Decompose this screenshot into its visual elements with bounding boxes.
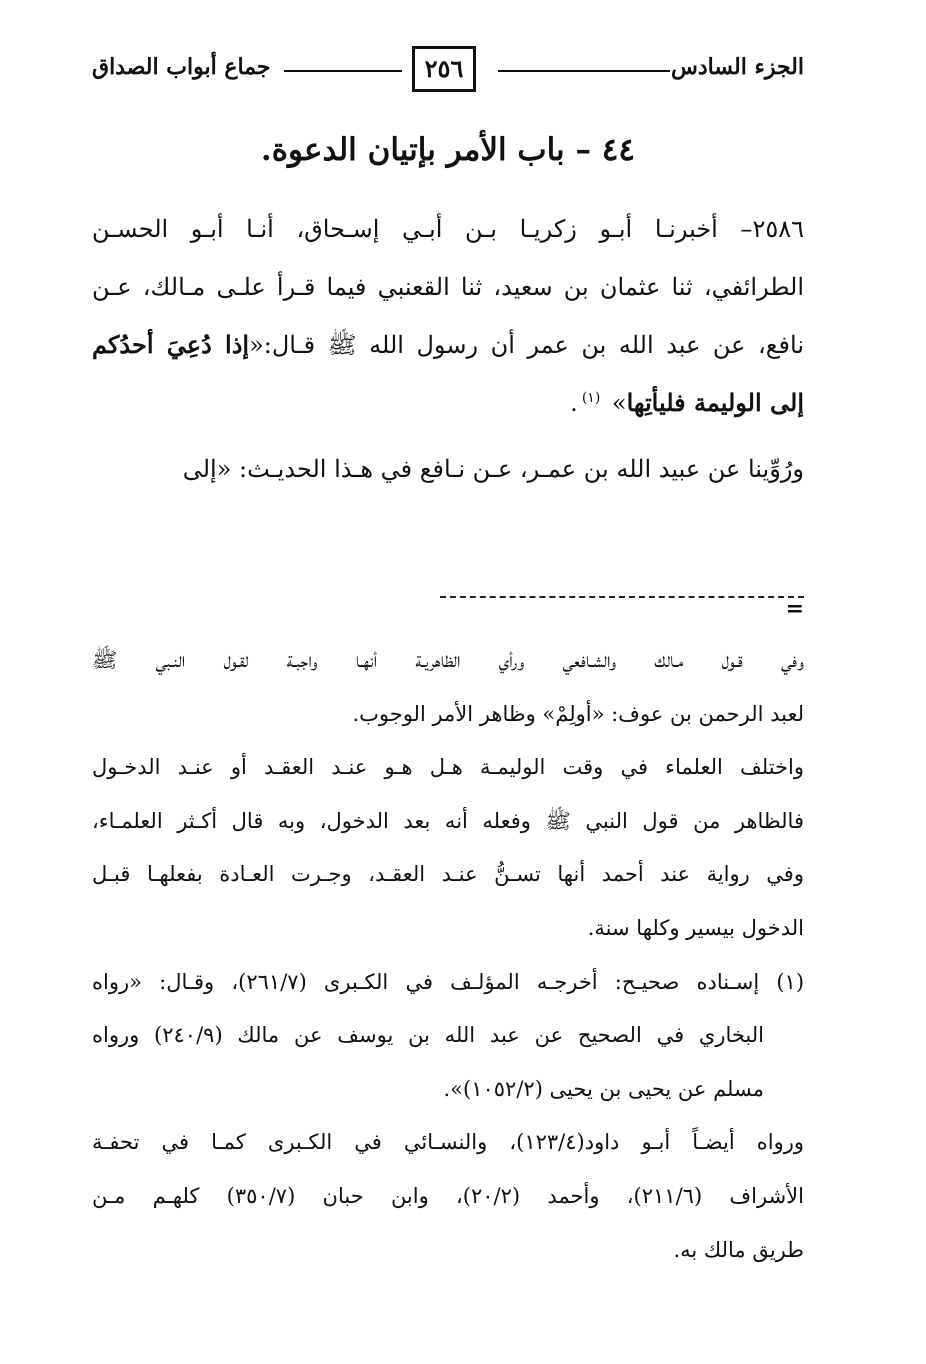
- text-line: [92, 316, 804, 374]
- page-number: ٢٥٦: [412, 46, 476, 92]
- footnote-line: فالظاهر من قول النبي ﷺ وفعله أنه بعد الدخول، وبه قال أكـثر العلمـاء،: [92, 808, 804, 833]
- footnote-line: ورواه أيضـاً أبـو داود(١٢٣/٤)، والنسـائي في الكـبرى كمـا في تحفـة: [92, 1130, 805, 1155]
- footnote-line: مسلم عن يحيى بن يحيى (١٠٥٢/٢)».: [443, 1076, 764, 1101]
- footnote-line: واختلف العلماء في وقت الوليمـة هـل هـو عنـد العقـد أو عنـد الدخـول: [92, 755, 804, 780]
- section-label: جماع أبواب الصداق: [92, 54, 271, 80]
- text-line: [92, 374, 804, 432]
- closing-quote: »: [604, 389, 627, 417]
- footnote-line: الأشراف (٢١١/٦)، وأحمد (٢٠/٢)، وابن حبان (٣٥٠/٧) كلهـم مـن: [92, 1183, 804, 1208]
- text-line: الطرائفي، ثنا عثمان بن سعيد، ثنا القعنبي فيما قـرأ علـى مـالك، عـن: [92, 273, 804, 301]
- hadith-text: إذا دُعِيَ أحدُكم: [92, 330, 250, 359]
- footnote-separator: [440, 596, 804, 598]
- text-line: ورُوِّينا عن عبيد الله بن عمـر، عـن نـافع في هـذا الحديـث: «إلى: [182, 455, 804, 483]
- header-rule-right: [498, 70, 670, 72]
- footnote-line: طريق مالك به.: [673, 1237, 804, 1262]
- running-header: [92, 44, 804, 100]
- hadith-intro: نافع، عن عبد الله بن عمر أن رسول الله ﷺ قـال:«: [249, 331, 805, 359]
- footnote-marker: (١): [581, 390, 601, 406]
- continuation-mark: =: [785, 596, 804, 622]
- footnote-line: وفي قـول مـالك والشـافعي ورأي الظاهريـة أنهـا واجبـة لقـول النـبي ﷺ: [92, 648, 804, 672]
- volume-label: الجزء السادس: [671, 54, 804, 80]
- footnote-line: البخاري في الصحيح عن عبد الله بن يوسف عن مالك (٢٤٠/٩) ورواه: [92, 1023, 764, 1048]
- chapter-title: ٤٤ – باب الأمر بإتيان الدعوة.: [260, 132, 636, 168]
- header-rule-left: [284, 70, 402, 72]
- footnote-line: لعبد الرحمن بن عوف: «أولِمْ» وظاهر الأمر الوجوب.: [352, 701, 804, 726]
- footnote-line: (١) إسـناده صحيـح: أخرجـه المؤلـف في الكـبرى (٢٦١/٧)، وقـال: «رواه: [92, 969, 805, 994]
- period: .: [570, 389, 578, 417]
- footnotes: [92, 634, 804, 1277]
- footnote-line: الدخول بيسير وكلها سنة.: [587, 915, 804, 940]
- hadith-text: إلى الوليمة فليأتِها: [626, 388, 804, 417]
- text-line: ٢٥٨٦– أخبرنـا أبـو زكريـا بـن أبـي إسـحاق، أنـا أبـو الحسـن: [92, 215, 804, 243]
- main-text: [92, 200, 804, 498]
- footnote-line: وفي رواية عند أحمد أنها تسـنُّ عنـد العقـد، وجـرت العـادة بفعلهـا قبـل: [92, 862, 804, 887]
